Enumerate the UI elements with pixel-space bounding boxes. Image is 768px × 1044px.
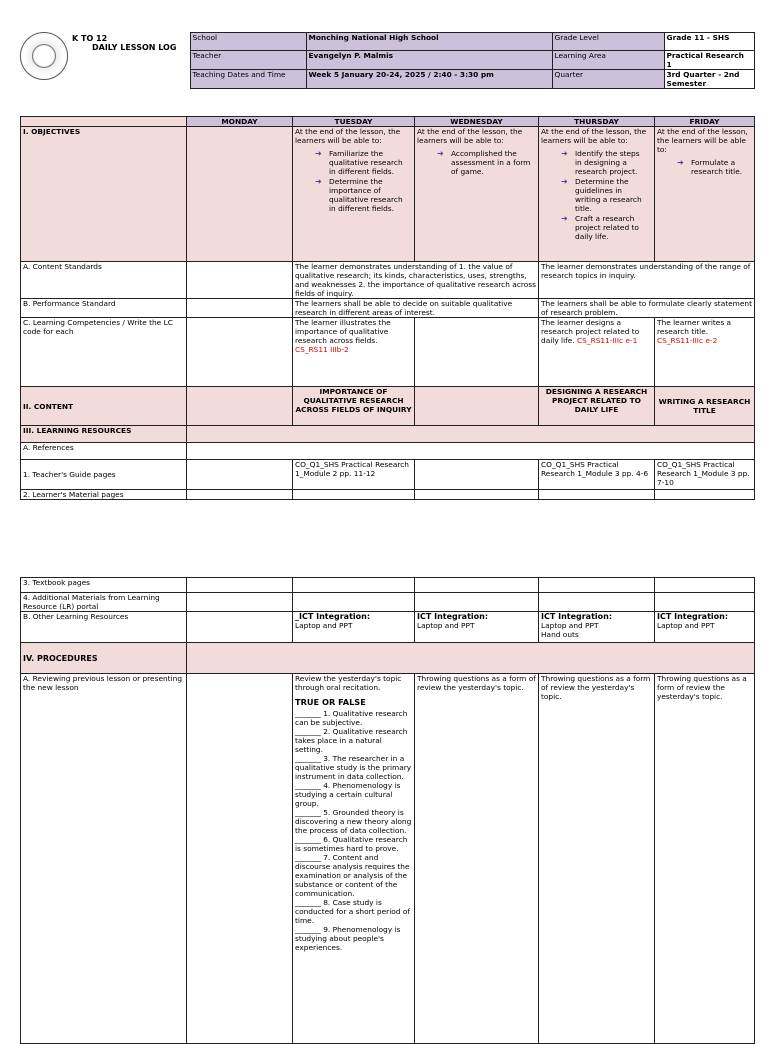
competencies-tuesday: The learner illustrates the importance of qualitative research across fields. CS_RS11 IIIb-2 <box>293 318 415 387</box>
teachers-guide-friday: CO_Q1_SHS Practical Research 1_Module 3 pp. 7-10 <box>655 460 755 490</box>
learning-area-label: Learning Area <box>552 51 664 70</box>
day-tuesday: TUESDAY <box>293 117 415 127</box>
references-span <box>187 443 755 460</box>
header-title-k12: K TO 12 <box>72 33 108 43</box>
procedures-label: IV. PROCEDURES <box>21 643 187 674</box>
other-resources-friday: ICT Integration: Laptop and PPT <box>655 612 755 643</box>
objective-item: ➜ Accomplished the assessment in a form of game. <box>437 149 531 176</box>
additional-materials-thursday <box>539 593 655 612</box>
true-or-false-title: TRUE OR FALSE <box>295 697 366 707</box>
day-wednesday: WEDNESDAY <box>415 117 539 127</box>
learning-area-value: Practical Research 1 <box>664 51 754 70</box>
additional-materials-wednesday <box>415 593 539 612</box>
teachers-guide-label: 1. Teacher's Guide pages <box>21 460 187 490</box>
quiz-item: _______ 8. Case study is conducted for a short period of time. <box>295 898 410 925</box>
content-standards-label: A. Content Standards <box>21 262 187 299</box>
teachers-guide-tuesday: CO_Q1_SHS Practical Research 1_Module 2 pp. 11-12 <box>293 460 415 490</box>
other-resources-tuesday: _ICT Integration: Laptop and PPT <box>293 612 415 643</box>
objectives-wednesday-intro: At the end of the lesson, the learners will be able to: <box>417 127 523 145</box>
objective-item: ➜ Familiarize the qualitative research in different fields. <box>315 149 403 176</box>
quiz-item: _______ 4. Phenomenology is studying a certain cultural group. <box>295 781 401 808</box>
day-thursday: THURSDAY <box>539 117 655 127</box>
additional-materials-monday <box>187 593 293 612</box>
learners-material-monday <box>187 490 293 500</box>
content-label: II. CONTENT <box>21 387 187 426</box>
day-friday: FRIDAY <box>655 117 755 127</box>
teacher-label: Teacher <box>190 51 306 70</box>
grade-level-value: Grade 11 - SHS <box>664 33 754 51</box>
content-thursday: DESIGNING A RESEARCH PROJECT RELATED TO DAILY LIFE <box>539 387 655 426</box>
content-wednesday <box>415 387 539 426</box>
objectives-thursday <box>539 127 655 262</box>
learners-material-thursday <box>539 490 655 500</box>
competencies-thursday: The learner designs a research project related to daily life. CS_RS11-IIIc e-1 <box>539 318 655 387</box>
teachers-guide-monday <box>187 460 293 490</box>
competencies-wednesday <box>415 318 539 387</box>
teachers-guide-thursday: CO_Q1_SHS Practical Research 1_Module 3 pp. 4-6 <box>539 460 655 490</box>
learning-resources-span <box>187 426 755 443</box>
content-standards-tue-wed: The learner demonstrates understanding of 1. the value of qualitative research; its kinds, characteristics, uses, strengths, and weaknesses 2. the importance of qualitative research across fields of inquiry. <box>293 262 539 299</box>
objective-item: ➜ Craft a research project related to daily life. <box>561 214 639 241</box>
learners-material-wednesday <box>415 490 539 500</box>
competencies-monday <box>187 318 293 387</box>
dates-value: Week 5 January 20-24, 2025 / 2:40 - 3:30 pm <box>306 70 552 89</box>
review-label: A. Reviewing previous lesson or presenting the new lesson <box>21 674 187 1044</box>
objectives-monday <box>187 127 293 262</box>
lesson-log-table-part2 <box>20 577 755 1044</box>
header-title-dll: DAILY LESSON LOG <box>92 42 177 52</box>
objective-item: ➜ Determine the importance of qualitative research in different fields. <box>315 177 403 213</box>
arrow-bullet-icon: ➜ <box>437 149 444 158</box>
quiz-item: _______ 6. Qualitative research is sometimes hard to prove. <box>295 835 408 853</box>
content-standards-thu-fri: The learner demonstrates understanding of the range of research topics in inquiry. <box>539 262 755 299</box>
review-monday <box>187 674 293 1044</box>
learners-material-tuesday <box>293 490 415 500</box>
learning-resources-label: III. LEARNING RESOURCES <box>21 426 187 443</box>
quiz-item: _______ 2. Qualitative research takes place in a natural setting. <box>295 727 408 754</box>
review-friday: Throwing questions as a form of review the yesterday's topic. <box>655 674 755 1044</box>
blank-header-cell <box>21 117 187 127</box>
content-friday: WRITING A RESEARCH TITLE <box>655 387 755 426</box>
quiz-item: _______ 7. Content and discourse analysis requires the examination or analysis of the substance or content of the communication. <box>295 853 410 898</box>
objective-item: ➜ Formulate a research title. <box>677 158 743 176</box>
performance-standard-monday <box>187 299 293 318</box>
quiz-item: _______ 1. Qualitative research can be subjective. <box>295 709 408 727</box>
content-standards-monday <box>187 262 293 299</box>
objectives-friday-intro: At the end of the lesson, the learners will be able to: <box>657 127 748 154</box>
procedures-span <box>187 643 755 674</box>
content-monday <box>187 387 293 426</box>
references-label: A. References <box>21 443 187 460</box>
objectives-tuesday-intro: At the end of the lesson, the learners will be able to: <box>295 127 401 145</box>
learners-material-label: 2. Learner's Material pages <box>21 490 187 500</box>
lc-code: CS_RS11 IIIb-2 <box>295 345 349 354</box>
teacher-value: Evangelyn P. Malmis <box>306 51 552 70</box>
arrow-bullet-icon: ➜ <box>561 177 568 186</box>
textbook-thursday <box>539 578 655 593</box>
arrow-bullet-icon: ➜ <box>561 149 568 158</box>
other-resources-label: B. Other Learning Resources <box>21 612 187 643</box>
textbook-wednesday <box>415 578 539 593</box>
learners-material-friday <box>655 490 755 500</box>
textbook-friday <box>655 578 755 593</box>
teachers-guide-wednesday <box>415 460 539 490</box>
lesson-log-table-part1 <box>20 116 755 500</box>
additional-materials-label: 4. Additional Materials from Learning Resource (LR) portal <box>21 593 187 612</box>
review-tuesday: Review the yesterday's topic through oral recitation. TRUE OR FALSE _______ 1. Qualitative research can be subjective. _______ 2. Qualitative research takes place in a natural setting. _______ 3. The researcher in a qualitative study is the primary instrument in data collection. _______ 4. Phenomenology is studying a certain cultural group. _______ 5. Grounded theory is discovering a new theory along the process of data collection. _______ 6. Qualitative research is sometimes hard to prove. _______ 7. Content and discourse analysis requires the examination or analysis of the substance or content of the communication. _______ 8. Case study is conducted for a short period of time. _______ 9. Phenomenology is studying about people's experiences. <box>293 674 415 1044</box>
objectives-tuesday <box>293 127 415 262</box>
objectives-wednesday <box>415 127 539 262</box>
competencies-label: C. Learning Competencies / Write the LC code for each <box>21 318 187 387</box>
other-resources-monday <box>187 612 293 643</box>
quiz-item: _______ 3. The researcher in a qualitative study is the primary instrument in data collection. <box>295 754 412 781</box>
performance-standard-thu-fri: The learners shall be able to formulate clearly statement of research problem. <box>539 299 755 318</box>
review-wednesday: Throwing questions as a form of review the yesterday's topic. <box>415 674 539 1044</box>
arrow-bullet-icon: ➜ <box>561 214 568 223</box>
school-label: School <box>190 33 306 51</box>
grade-level-label: Grade Level <box>552 33 664 51</box>
textbook-label: 3. Textbook pages <box>21 578 187 593</box>
objectives-friday <box>655 127 755 262</box>
quiz-item: _______ 9. Phenomenology is studying about people's experiences. <box>295 925 401 952</box>
quiz-item: _______ 5. Grounded theory is discovering a new theory along the process of data collection. <box>295 808 412 835</box>
header-title-cell <box>20 33 190 89</box>
quarter-value: 3rd Quarter - 2nd Semester <box>664 70 754 89</box>
performance-standard-tue-wed: The learners shall be able to decide on suitable qualitative research in different areas of interest. <box>293 299 539 318</box>
lc-code: CS_RS11-IIIc e-1 <box>577 336 638 345</box>
day-monday: MONDAY <box>187 117 293 127</box>
textbook-monday <box>187 578 293 593</box>
arrow-bullet-icon: ➜ <box>315 177 322 186</box>
quarter-label: Quarter <box>552 70 664 89</box>
arrow-bullet-icon: ➜ <box>677 158 684 167</box>
textbook-tuesday <box>293 578 415 593</box>
objective-item: ➜ Identify the steps in designing a research project. <box>561 149 640 176</box>
review-thursday: Throwing questions as a form of review the yesterday's topic. <box>539 674 655 1044</box>
competencies-friday: The learner writes a research title. CS_RS11-IIIc e-2 <box>655 318 755 387</box>
school-value: Monching National High School <box>306 33 552 51</box>
objectives-label: I. OBJECTIVES <box>21 127 187 262</box>
objectives-thursday-intro: At the end of the lesson, the learners will be able to: <box>541 127 647 145</box>
objective-item: ➜ Determine the guidelines in writing a research title. <box>561 177 642 213</box>
other-resources-thursday: ICT Integration: Laptop and PPT Hand outs <box>539 612 655 643</box>
additional-materials-tuesday <box>293 593 415 612</box>
performance-standard-label: B. Performance Standard <box>21 299 187 318</box>
lc-code: CS_RS11-IIIc e-2 <box>657 336 718 345</box>
content-tuesday: IMPORTANCE OF QUALITATIVE RESEARCH ACROSS FIELDS OF INQUIRY <box>293 387 415 426</box>
other-resources-wednesday: ICT Integration: Laptop and PPT <box>415 612 539 643</box>
additional-materials-friday <box>655 593 755 612</box>
arrow-bullet-icon: ➜ <box>315 149 322 158</box>
header-table <box>20 32 755 89</box>
dates-label: Teaching Dates and Time <box>190 70 306 89</box>
